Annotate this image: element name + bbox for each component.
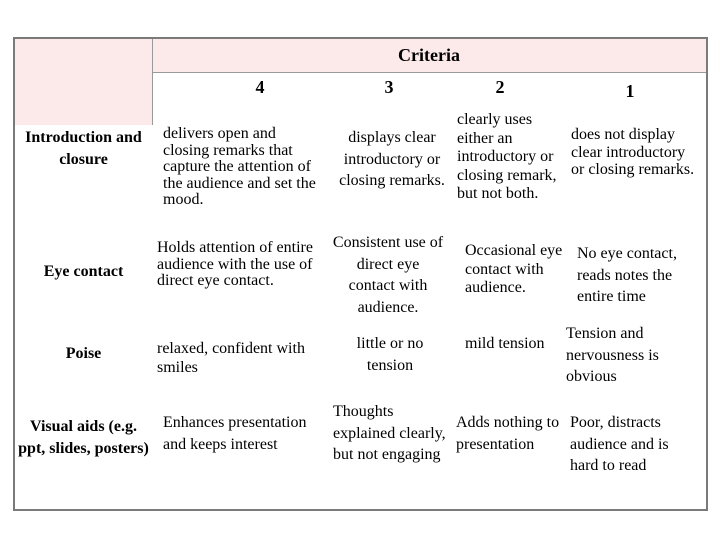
cell-eye-contact-4: Holds attention of entire audience with the use of direct eye contact. [157, 239, 313, 289]
cell-poise-2: mild tension [465, 335, 545, 352]
score-2-header: 2 [495, 77, 505, 97]
cell-eye-contact-2: Occasional eye contact with audience. [465, 242, 563, 296]
cell-introduction-4: delivers open and closing remarks that capture the attention of the audience and set the mood. [163, 125, 316, 208]
cell-poise-3: little or no tension [356, 335, 424, 374]
cell-introduction-1: does not display clear introductory or closing remarks. [571, 126, 695, 178]
row-label-eye-contact: Eye contact [43, 263, 124, 280]
cell-visual-aids-4: Enhances presentation and keeps interest [163, 414, 307, 453]
row-label-visual-aids: Visual aids (e.g. ppt, slides, posters) [18, 418, 149, 457]
cell-poise-4: relaxed, confident with smiles [157, 340, 305, 376]
cell-eye-contact-3: Consistent use of direct eye contact with audience. [332, 234, 444, 316]
row-label-poise: Poise [65, 345, 102, 362]
row-label-introduction: Introduction and closure [25, 129, 142, 168]
cell-visual-aids-3: Thoughts explained clearly, but not engaging [333, 403, 446, 463]
score-4-header: 4 [255, 77, 265, 97]
criteria-title: Criteria [398, 45, 460, 65]
cell-introduction-3: displays clear introductory or closing remarks. [339, 129, 445, 189]
score-1-header: 1 [625, 81, 635, 101]
rubric-table [13, 37, 708, 511]
cell-poise-1: Tension and nervousness is obvious [566, 325, 659, 385]
corner-cell [15, 39, 153, 125]
cell-visual-aids-2: Adds nothing to presentation [456, 414, 560, 453]
cell-eye-contact-1: No eye contact, reads notes the entire time [577, 245, 677, 305]
cell-introduction-2: clearly uses either an introductory or closing remark, but not both. [457, 111, 557, 202]
score-3-header: 3 [384, 77, 394, 97]
cell-visual-aids-1: Poor, distracts audience and is hard to read [570, 414, 669, 474]
